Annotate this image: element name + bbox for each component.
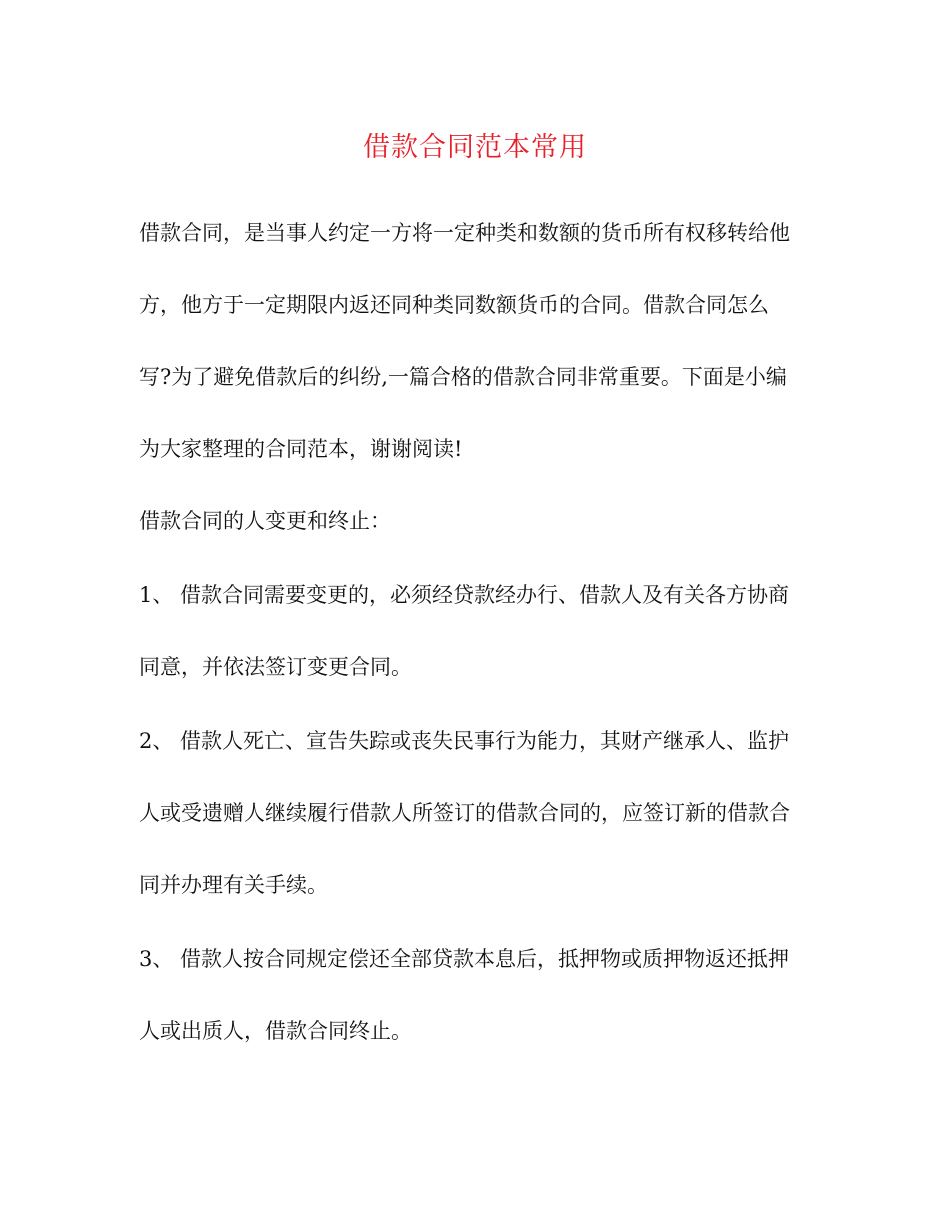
item-3-line-1: 3、 借款人按合同规定偿还全部贷款本息后，抵押物或质押物返还抵押 <box>139 947 790 971</box>
intro-line-1: 借款合同，是当事人约定一方将一定种类和数额的货币所有权移转给他 <box>139 221 790 245</box>
item-2-line-1: 2、 借款人死亡、宣告失踪或丧失民事行为能力，其财产继承人、监护 <box>139 729 790 753</box>
section-heading: 借款合同的人变更和终止： <box>139 509 391 533</box>
item-2-line-2: 人或受遗赠人继续履行借款人所签订的借款合同的，应签订新的借款合 <box>139 801 790 825</box>
item-2-line-3: 同并办理有关手续。 <box>139 873 328 897</box>
item-1-line-1: 1、 借款合同需要变更的，必须经贷款经办行、借款人及有关各方协商 <box>139 583 790 607</box>
item-3-line-2: 人或出质人，借款合同终止。 <box>139 1019 412 1043</box>
intro-line-4: 为大家整理的合同范本，谢谢阅读! <box>139 437 463 461</box>
item-1-line-2: 同意，并依法签订变更合同。 <box>139 655 412 679</box>
intro-line-3: 写?为了避免借款后的纠纷,一篇合格的借款合同非常重要。下面是小编 <box>139 365 787 389</box>
intro-line-2: 方，他方于一定期限内返还同种类同数额货币的合同。借款合同怎么 <box>139 293 769 317</box>
document-title: 借款合同范本常用 <box>363 132 587 163</box>
